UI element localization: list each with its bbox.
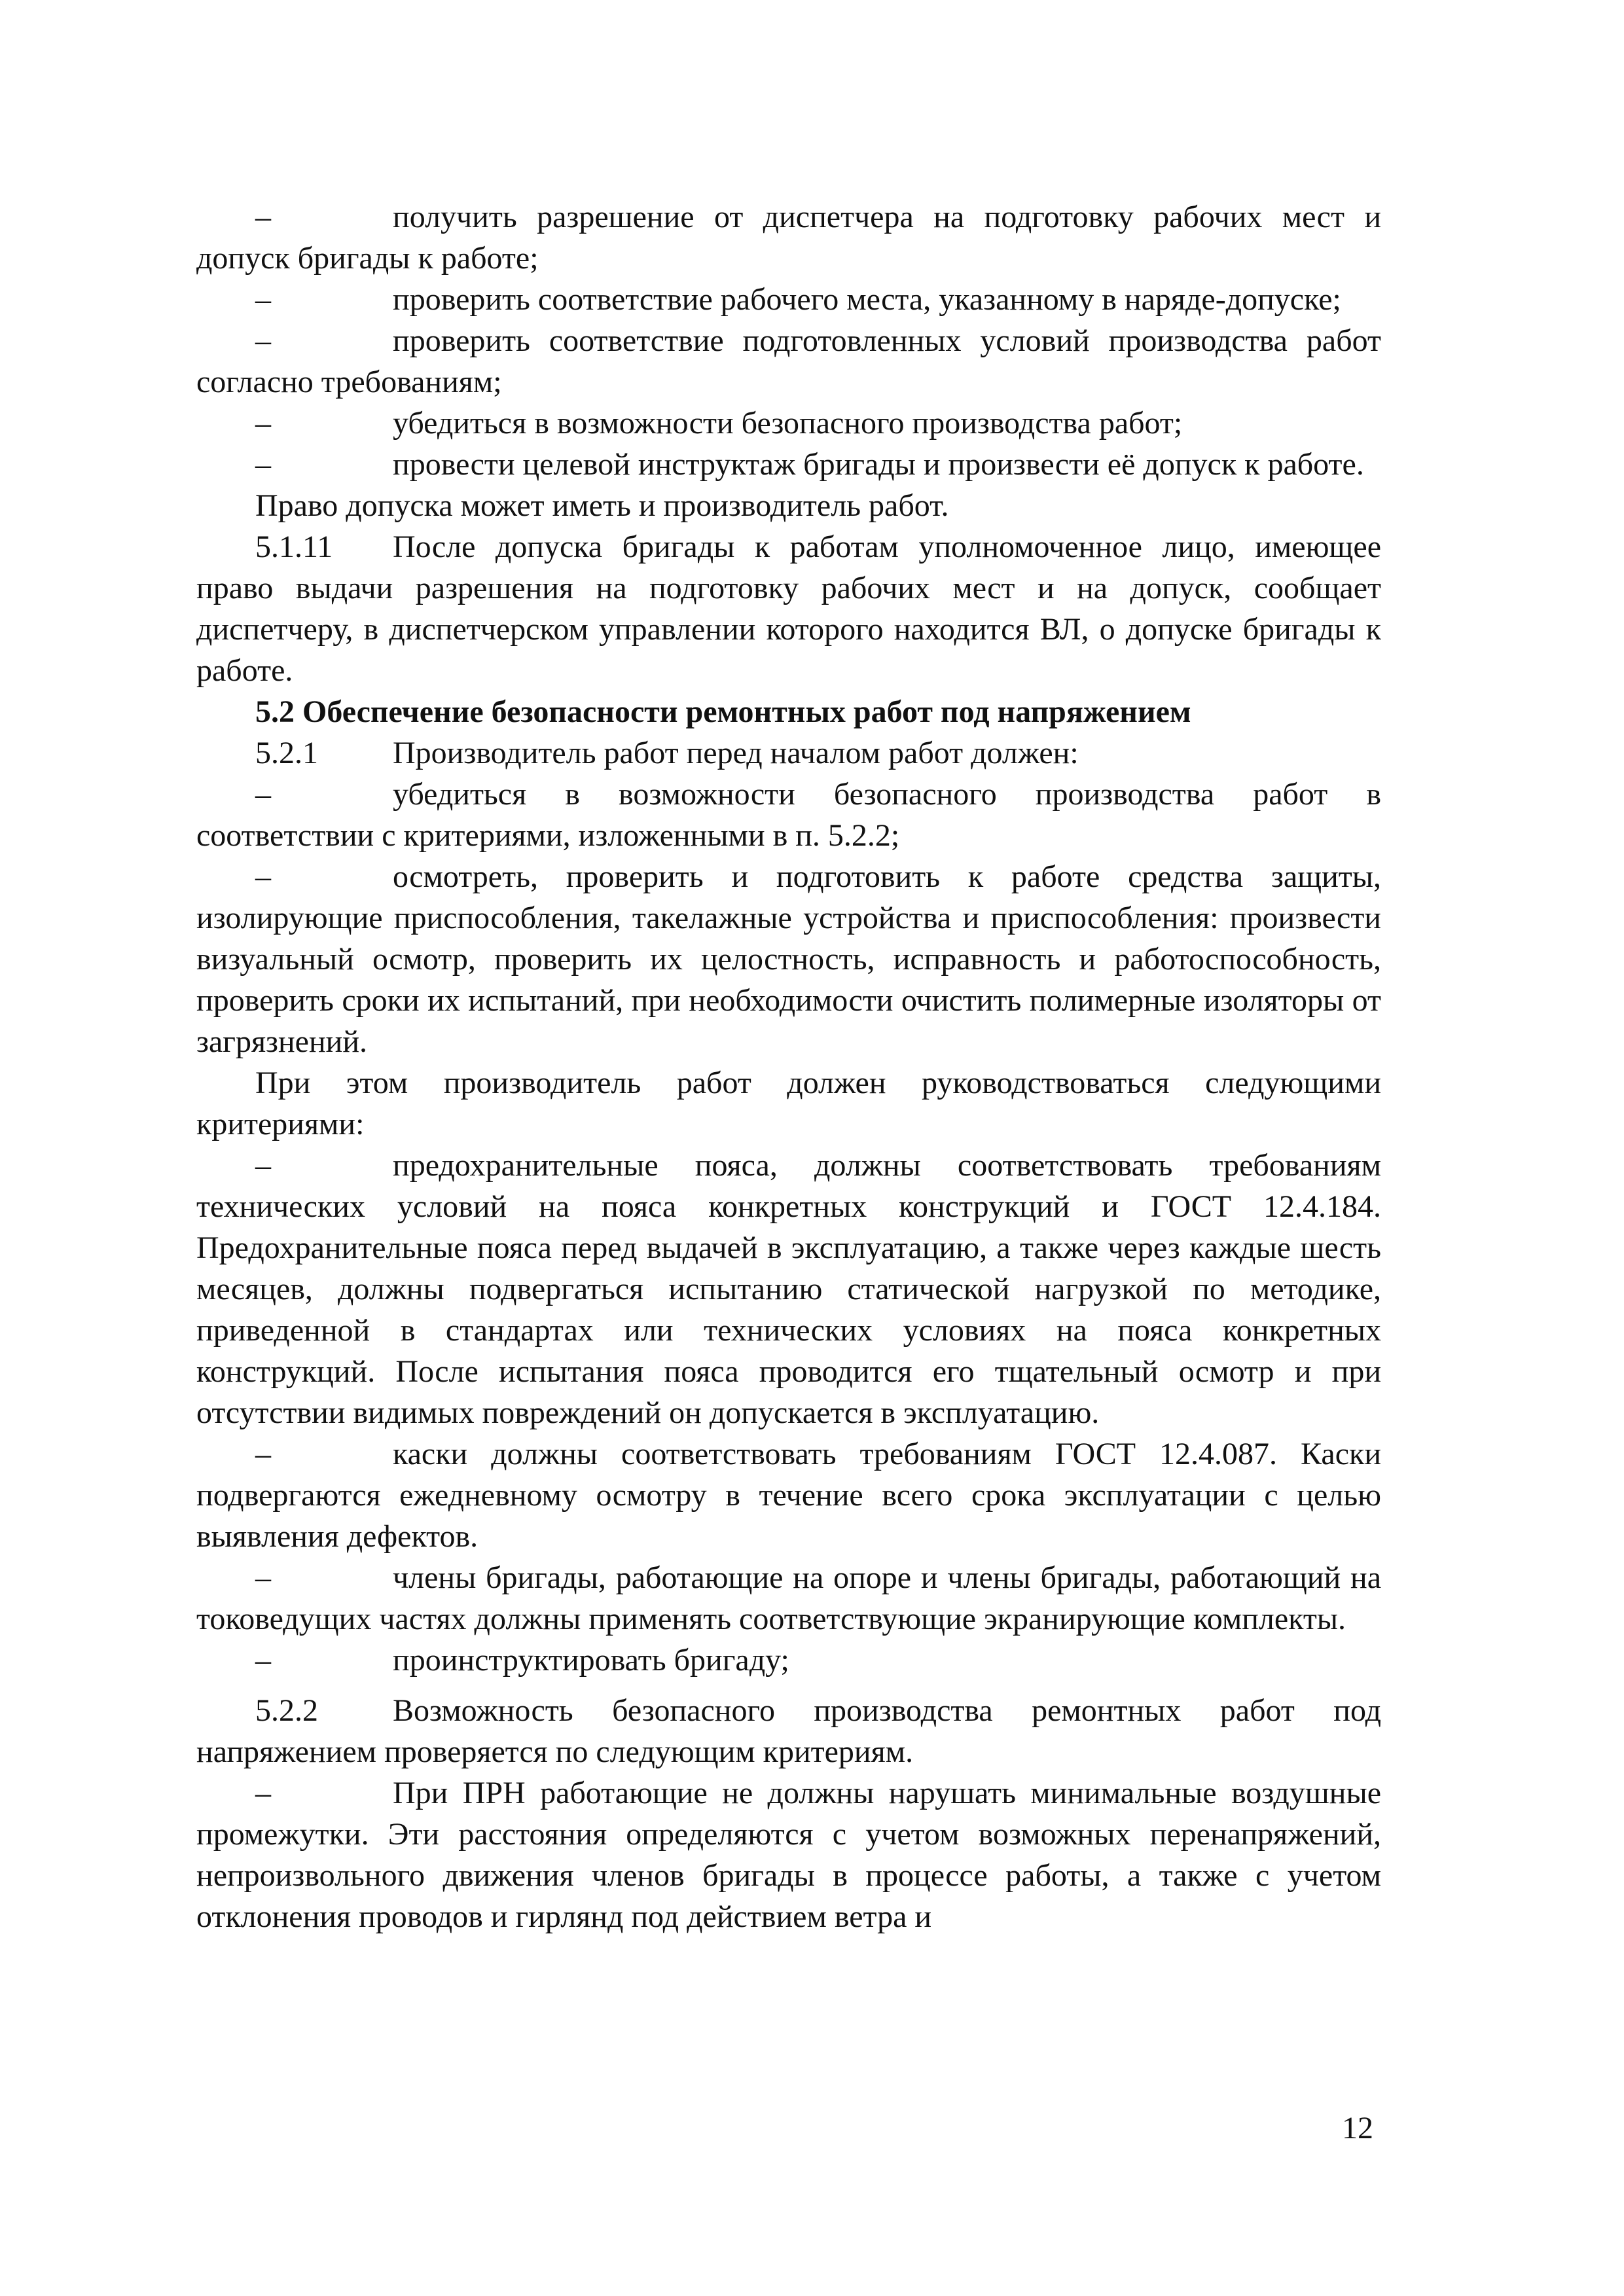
list-marker: – — [255, 1437, 271, 1471]
list-item-text: убедиться в возможности безопасного производства работ; — [393, 406, 1183, 440]
list-item-text: При ПРН работающие не должны нарушать минимальные воздушные промежутки. Эти расстояния определяются с учетом возможных перенапряжений, непроизвольного движения членов бригады в процессе работы, а также с учетом отклонения проводов и гирлянд под действием ветра и — [196, 1776, 1381, 1934]
list-marker: – — [255, 323, 271, 358]
list-item-text: проверить соответствие рабочего места, указанному в наряде-допуске; — [393, 282, 1341, 317]
list-marker: – — [255, 282, 271, 317]
list-item-text: получить разрешение от диспетчера на подготовку рабочих мест и допуск бригады к работе; — [196, 200, 1381, 276]
list-item — [196, 1145, 1381, 1433]
list-item-text: проинструктировать бригаду; — [393, 1643, 789, 1677]
list-item — [196, 1557, 1381, 1640]
page-number: 12 — [1342, 2111, 1373, 2145]
numbered-clause — [196, 732, 1381, 774]
list-item — [196, 1433, 1381, 1557]
list-marker: – — [255, 859, 271, 894]
list-marker: – — [255, 777, 271, 812]
clause-number: 5.1.11 — [255, 529, 333, 564]
list-item-text: провести целевой инструктаж бригады и произвести её допуск к работе. — [393, 447, 1364, 482]
list-marker: – — [255, 447, 271, 482]
body-paragraph: При этом производитель работ должен руководствоваться следующими критериями: — [196, 1066, 1381, 1141]
list-item — [196, 1640, 1381, 1681]
clause-text: Возможность безопасного производства ремонтных работ под напряжением проверяется по следующим критериям. — [196, 1693, 1381, 1769]
list-item — [196, 444, 1381, 485]
section-heading: 5.2 Обеспечение безопасности ремонтных работ под напряжением — [255, 694, 1191, 729]
clause-text: Производитель работ перед началом работ должен: — [393, 736, 1079, 770]
list-item — [196, 279, 1381, 320]
list-item — [196, 320, 1381, 403]
numbered-clause — [196, 1690, 1381, 1772]
clause-number: 5.2.2 — [255, 1693, 318, 1728]
list-marker: – — [255, 406, 271, 440]
numbered-clause — [196, 526, 1381, 691]
list-item-text: убедиться в возможности безопасного производства работ в соответствии с критериями, изложенными в п. 5.2.2; — [196, 777, 1381, 853]
body-paragraph: Право допуска может иметь и производитель работ. — [255, 488, 949, 523]
list-item — [196, 196, 1381, 279]
document-page — [196, 196, 1381, 1937]
list-marker: – — [255, 1776, 271, 1810]
list-item — [196, 856, 1381, 1062]
list-item-text: проверить соответствие подготовленных условий производства работ согласно требованиям; — [196, 323, 1381, 399]
list-item-text: предохранительные пояса, должны соответствовать требованиям технических условий на пояса конкретных конструкций и ГОСТ 12.4.184. Предохранительные пояса перед выдачей в эксплуатацию, а также через каждые шесть месяцев, должны подвергаться испытанию статической нагрузкой по методике, приведенной в стандартах или технических условиях на пояса конкретных конструкций. После испытания пояса проводится его тщательный осмотр и при отсутствии видимых повреждений он допускается в эксплуатацию. — [196, 1148, 1381, 1430]
clause-text: После допуска бригады к работам уполномоченное лицо, имеющее право выдачи разрешения на подготовку рабочих мест и на допуск, сообщает диспетчеру, в диспетчерском управлении которого находится ВЛ, о допуске бригады к работе. — [196, 529, 1381, 688]
list-marker: – — [255, 1148, 271, 1183]
list-marker: – — [255, 200, 271, 234]
clause-number: 5.2.1 — [255, 736, 318, 770]
list-marker: – — [255, 1643, 271, 1677]
list-item — [196, 1772, 1381, 1937]
list-item-text: каски должны соответствовать требованиям ГОСТ 12.4.087. Каски подвергаются ежедневному осмотру в течение всего срока эксплуатации с целью выявления дефектов. — [196, 1437, 1381, 1554]
list-item — [196, 774, 1381, 856]
list-marker: – — [255, 1560, 271, 1595]
list-item-text: осмотреть, проверить и подготовить к работе средства защиты, изолирующие приспособления, такелажные устройства и приспособления: произвести визуальный осмотр, проверить их целостность, исправность и работоспособность, проверить сроки их испытаний, при необходимости очистить полимерные изоляторы от загрязнений. — [196, 859, 1381, 1059]
list-item — [196, 403, 1381, 444]
list-item-text: члены бригады, работающие на опоре и члены бригады, работающий на токоведущих частях должны применять соответствующие экранирующие комплекты. — [196, 1560, 1381, 1636]
